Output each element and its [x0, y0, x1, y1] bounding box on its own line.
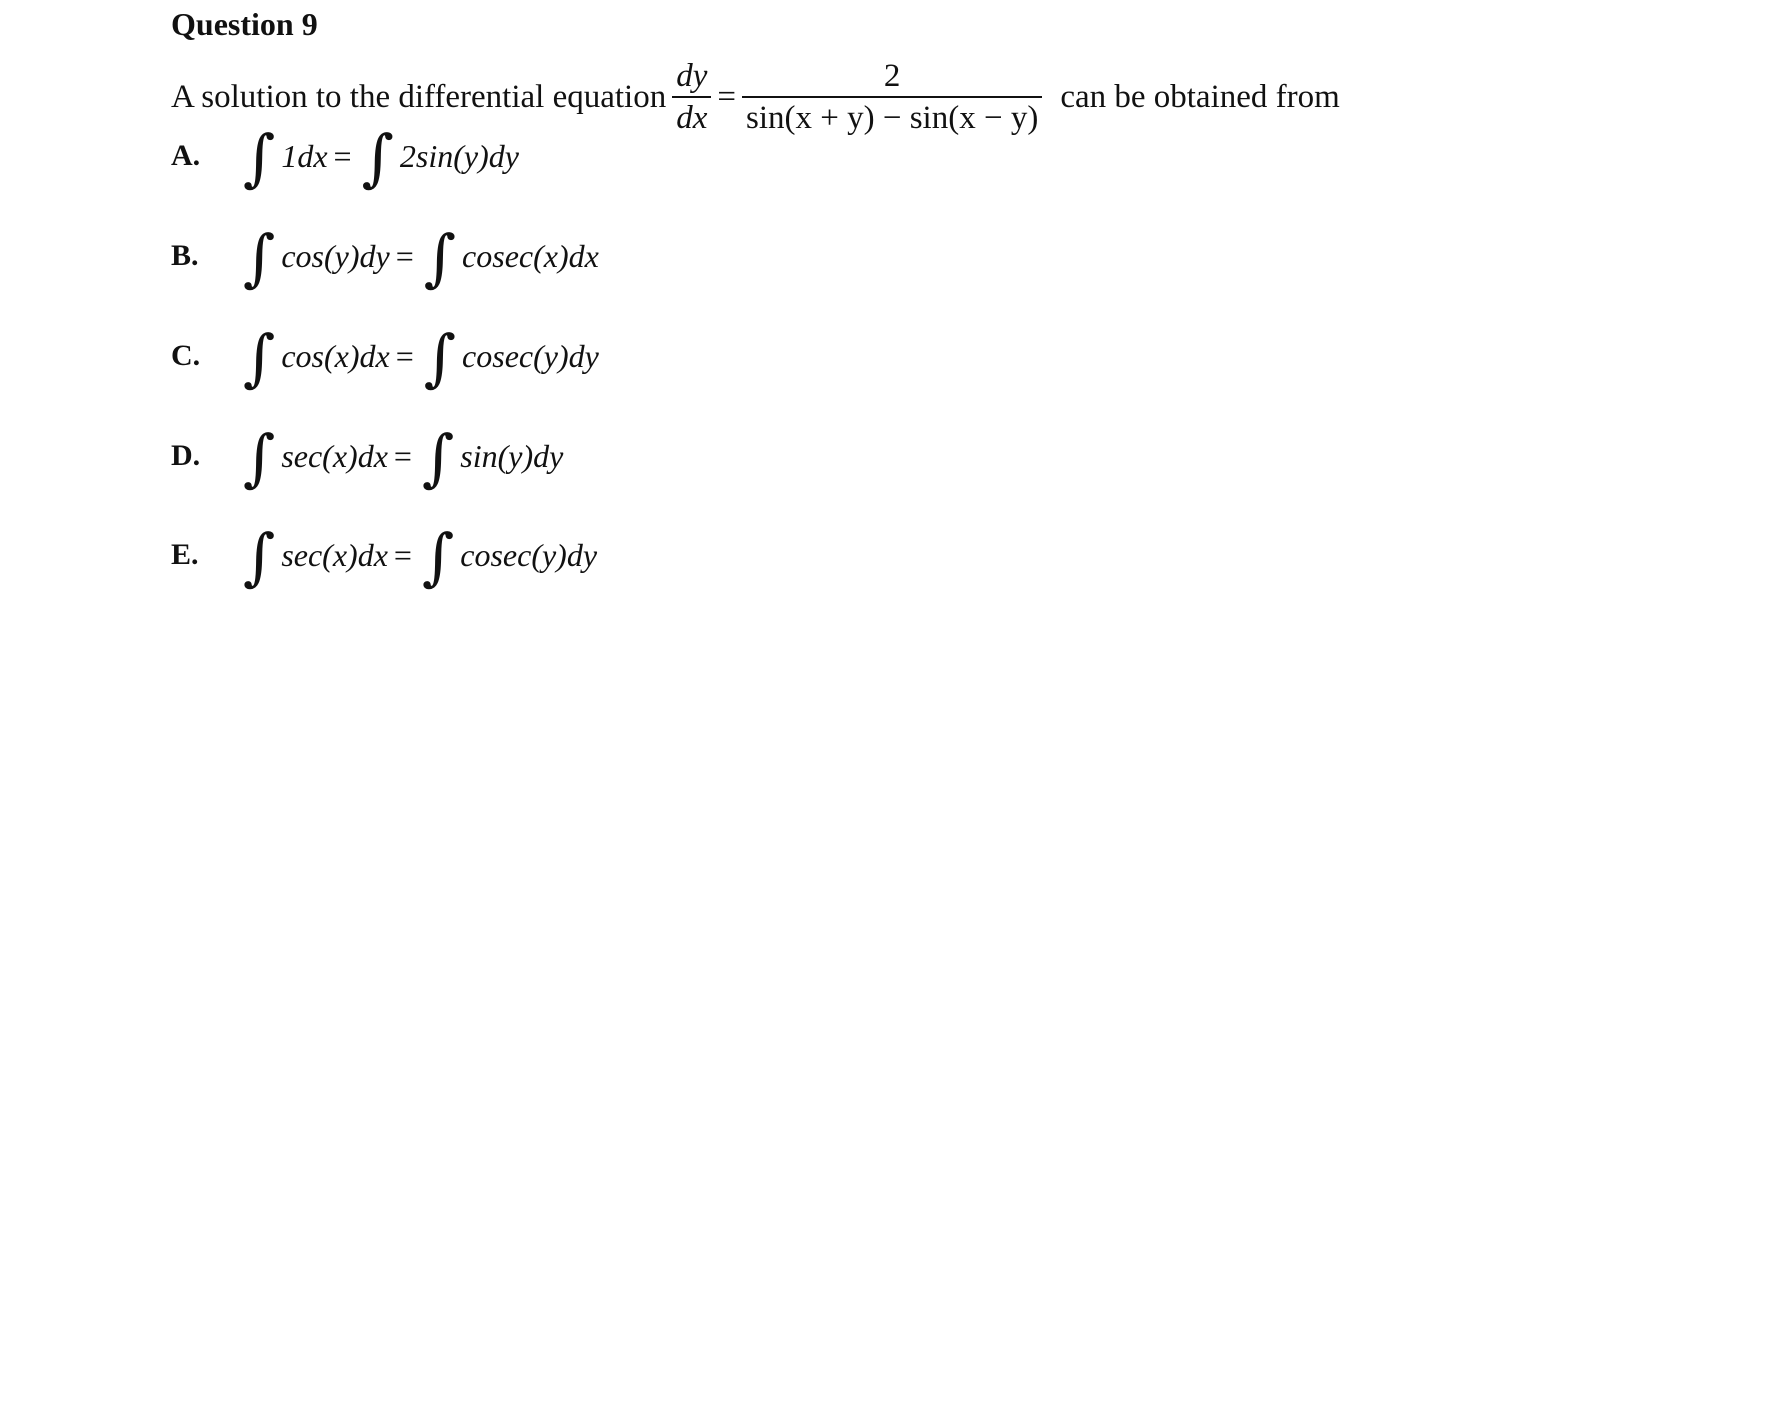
- option-expression: [243, 520, 598, 593]
- option-e[interactable]: [171, 515, 871, 595]
- integrand-left: 1dx: [281, 138, 328, 174]
- integral-sign: ∫: [243, 221, 276, 294]
- option-letter: A.: [171, 139, 201, 172]
- option-a[interactable]: [171, 116, 871, 196]
- derivative-denominator: dx: [676, 100, 708, 136]
- integrand-right: cosec(y)dy: [462, 338, 599, 374]
- integral-sign: ∫: [361, 121, 394, 194]
- option-c[interactable]: [171, 316, 871, 396]
- equals-sign: =: [395, 338, 414, 374]
- option-b[interactable]: [171, 216, 871, 296]
- question-title: Question 9: [171, 6, 318, 42]
- option-expression: [243, 121, 519, 194]
- integrand-left: sec(x)dx: [281, 438, 388, 474]
- option-d[interactable]: [171, 416, 871, 496]
- integral-sign: ∫: [421, 421, 455, 494]
- rhs-denominator: sin(x + y) − sin(x − y): [746, 100, 1039, 136]
- option-expression: [243, 321, 599, 394]
- integrand-right: cosec(y)dy: [460, 537, 598, 573]
- option-expression: [243, 421, 564, 494]
- option-expression: [243, 221, 599, 294]
- stem-suffix: can be obtained from: [1060, 79, 1340, 115]
- option-letter: E.: [171, 538, 199, 571]
- integral-sign: ∫: [243, 121, 276, 194]
- equals-sign: =: [395, 238, 414, 274]
- equals-sign: =: [717, 79, 736, 115]
- integral-sign: ∫: [423, 221, 457, 294]
- option-letter: C.: [171, 339, 201, 372]
- integrand-left: cos(x)dx: [281, 338, 390, 374]
- integrand-left: sec(x)dx: [281, 537, 388, 573]
- integral-sign: ∫: [423, 321, 457, 394]
- integral-sign: ∫: [243, 520, 276, 593]
- equals-sign: =: [333, 138, 352, 174]
- integral-sign: ∫: [421, 520, 455, 593]
- rhs-numerator: 2: [883, 58, 901, 94]
- integrand-right: 2sin(y)dy: [399, 138, 519, 174]
- equals-sign: =: [393, 537, 412, 573]
- option-letter: B.: [171, 239, 199, 272]
- derivative-numerator: dy: [676, 58, 708, 94]
- option-letter: D.: [171, 439, 201, 472]
- integral-sign: ∫: [243, 421, 276, 494]
- integrand-right: cosec(x)dx: [462, 238, 599, 274]
- integrand-left: cos(y)dy: [281, 238, 390, 274]
- stem-prefix: A solution to the differential equation: [171, 79, 667, 115]
- integral-sign: ∫: [243, 321, 276, 394]
- integrand-right: sin(y)dy: [460, 438, 564, 474]
- equals-sign: =: [393, 438, 412, 474]
